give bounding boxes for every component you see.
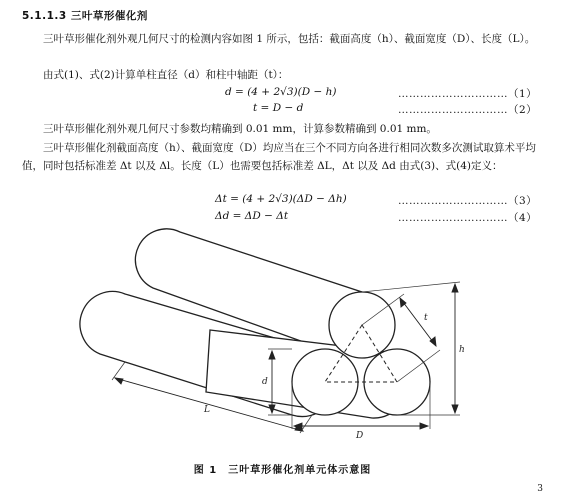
equation-2: t = D − d	[253, 102, 304, 114]
paragraph-measurement: 三叶草形催化剂截面高度（h）、截面宽度（D）均应当在三个不同方向各进行相同次数多次测试取算术平均值，同时包括标准差 Δt 以及 Δl。长度（L）也需要包括标准差 ΔL，Δt 以及 Δd 由式(3)、式(4)定义：	[22, 142, 536, 172]
label-d: d	[262, 377, 268, 387]
trilobe-catalyst-diagram	[0, 222, 565, 457]
figure-caption: 图 1 三叶草形催化剂单元体示意图	[193, 465, 372, 476]
equation-1: d = (4 + 2√3)(D − h)	[225, 86, 337, 98]
equation-1-number: …………………………（1）	[398, 88, 538, 100]
label-D: D	[356, 431, 364, 441]
equation-4-number: …………………………（4）	[398, 212, 538, 224]
equation-3-number: …………………………（3）	[398, 195, 538, 207]
section-heading: 5.1.1.3 三叶草形催化剂	[22, 10, 148, 22]
paragraph-precision: 三叶草形催化剂外观几何尺寸参数均精确到 0.01 mm，计算参数精确到 0.01 mm。	[43, 123, 437, 135]
equation-3: Δt = (4 + 2√3)(ΔD − Δh)	[215, 193, 347, 205]
paragraph-dimensions: 三叶草形催化剂外观几何尺寸的检测内容如图 1 所示，包括：截面高度（h）、截面宽度（D）、长度（L）。	[43, 33, 536, 45]
equation-2-number: …………………………（2）	[398, 104, 538, 116]
equation-4: Δd = ΔD − Δt	[215, 210, 289, 222]
label-t: t	[424, 313, 428, 323]
label-h: h	[459, 345, 465, 355]
paragraph-formula-intro: 由式(1)、式(2)计算单柱直径（d）和柱中轴距（t）：	[43, 69, 289, 81]
label-L: L	[204, 405, 210, 415]
page-number: 3	[537, 484, 543, 494]
